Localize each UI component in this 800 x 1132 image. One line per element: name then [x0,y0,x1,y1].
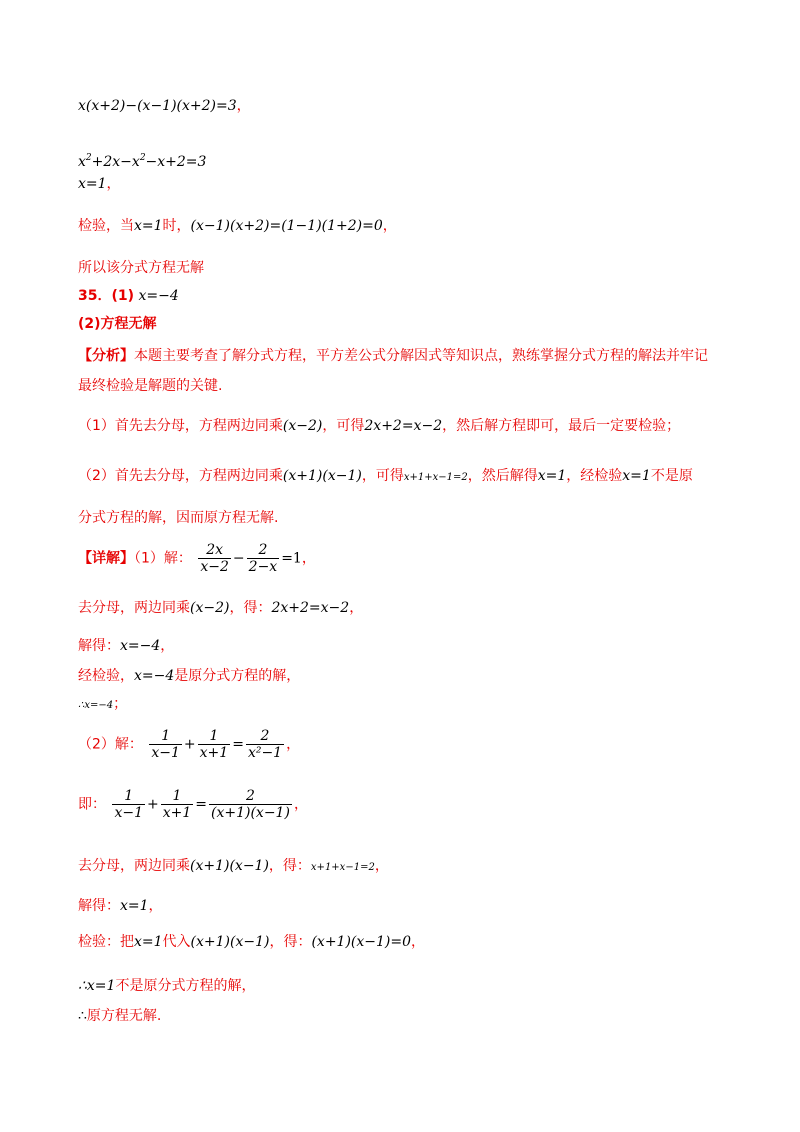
math-expression: x=−4 [138,288,179,304]
math-expression: x+1+x−1=2 [310,862,375,873]
punctuation: ， [349,600,364,616]
numerator: 1 [161,788,194,805]
text: ，得： [268,858,311,874]
math-expression: (x+1)(x−1) [190,858,269,874]
detail-line-2 [78,598,363,618]
detail-part-2-line-2 [78,788,308,821]
math-expression: 2x+2=x−2 [271,600,350,616]
text: 解得： [78,898,120,914]
math-expression: 2x+2=x−2 [364,418,443,434]
text: 去分母，两边同乘 [78,600,190,616]
math-expression: ∴x=1 [78,978,116,994]
text: （2）解： [78,736,143,753]
fraction [161,788,194,821]
math-expression: x(x+2)−(x−1)(x+2)=3 [78,98,237,114]
math-expression: (x−1)(x+2)=(1−1)(1+2)=0 [190,218,383,234]
math-term: x [78,154,86,170]
text: 解得： [78,638,120,654]
text: 代入 [162,934,191,950]
detail-part-2-line-3 [78,856,389,878]
detail-tag: 【详解】 [78,550,134,567]
text: 是原分式方程的解， [174,668,301,684]
punctuation: ， [160,638,175,654]
text: ，然后解得 [467,468,538,484]
operator: = [232,736,244,753]
math-expression: x=1 [537,468,567,484]
punctuation: ， [382,218,397,234]
text: ，得： [229,600,272,616]
math-expression: x=−4 [120,638,161,654]
numerator: 1 [112,788,145,805]
punctuation: ， [293,796,308,813]
detail-line-3 [78,636,174,656]
text: 不是原分式方程的解， [115,978,256,994]
text: （2）首先去分母，方程两边同乘 [78,468,283,484]
math-expression: x=1 [120,898,149,914]
equation-line-2 [78,148,206,172]
punctuation: ， [374,858,389,874]
math-expression: (x+1)(x−1) [282,468,362,484]
exponent: 2 [139,153,146,163]
fraction [198,728,231,761]
conclusion-line [78,258,204,278]
text: ，得： [269,934,312,950]
equation-line-1 [78,96,251,116]
text: ，然后解方程即可，最后一定要检验； [442,418,681,434]
text: 检验：把 [78,934,134,950]
operator: = [195,796,208,813]
text: 检验，当 [78,218,134,234]
fraction [198,542,231,575]
numerator: 1 [198,728,231,745]
detail-part-2-line-5 [78,932,425,952]
text: ，可得 [322,418,365,434]
denominator: 2−x [248,559,278,575]
punctuation: ， [106,176,121,192]
therefore-symbol: ∴ [78,1008,87,1024]
equation-line-3 [78,174,121,194]
text: 时， [162,218,191,234]
text: （1）解： [134,550,192,567]
denominator: x+1 [162,805,192,821]
denominator: (x+1)(x−1) [211,805,290,821]
text: （1）首先去分母，方程两边同乘 [78,418,283,434]
detail-part-2-line-7 [78,1006,161,1026]
math-term: +2x−x [91,154,140,170]
denominator: x+1 [199,745,229,761]
analysis-step-2 [78,466,693,488]
detail-line-4 [78,666,300,686]
numerator: 2 [247,542,280,559]
analysis-step-2-cont [78,508,278,528]
math-expression: (x+1)(x−1)=0 [311,934,412,950]
fraction [149,728,182,761]
math-expression: x=−4 [134,668,175,684]
text: 即： [78,796,106,813]
denominator: x−1 [114,805,143,821]
text: 经检验， [78,668,134,684]
exponent: 2 [85,153,92,163]
math-term: −x+2=3 [145,154,207,170]
text: (2)方程无解 [78,316,157,332]
detail-part-2-line-1 [78,728,300,761]
fraction [247,542,280,575]
operator: − [232,550,245,567]
math-expression: (x−2) [282,418,323,434]
math-expression: x=1 [134,218,163,234]
math-expression: (x−2) [190,600,230,616]
math-expression: ∴x=−4 [78,700,114,711]
denominator: x−1 [151,745,180,761]
denominator: x²−1 [247,745,283,761]
text: 不是原 [650,468,693,484]
numerator: 2 [209,788,292,805]
detail-line-1 [78,542,316,575]
analysis-line-1 [78,346,708,366]
math-expression: =1 [281,550,302,567]
numerator: 2 [246,728,284,745]
text: 所以该分式方程无解 [78,260,204,276]
punctuation: ， [286,736,301,753]
fraction [112,788,145,821]
analysis-step-1 [78,416,680,436]
operator: + [147,796,159,813]
analysis-line-2 [78,376,222,396]
text: 分式方程的解，因而原方程无解. [78,510,279,526]
detail-part-2-line-4 [78,896,163,916]
punctuation: ； [113,696,128,712]
question-35-line [78,286,179,306]
fraction [209,788,292,821]
part-label: (1) [111,288,135,304]
text: ，经检验 [566,468,623,484]
detail-line-5 [78,694,127,716]
text: 去分母，两边同乘 [78,858,190,874]
detail-part-2-line-6 [78,976,255,996]
math-expression: (x+1)(x−1) [190,934,270,950]
text: 原方程无解. [86,1008,162,1024]
operator: + [183,736,196,753]
math-expression: x+1+x−1=2 [403,472,468,483]
math-expression: x=1 [78,176,107,192]
denominator: x−2 [200,559,229,575]
math-expression: x=1 [622,468,651,484]
punctuation: ， [236,98,251,114]
numerator: 2x [198,542,231,559]
question-35-part-2 [78,314,157,334]
math-expression: x=1 [134,934,163,950]
punctuation: ， [148,898,163,914]
punctuation: ， [411,934,426,950]
question-number: 35． [78,288,112,304]
text: 本题主要考查了解分式方程，平方差公式分解因式等知识点，熟练掌握分式方程的解法并牢记 [134,348,708,364]
text: ，可得 [361,468,404,484]
analysis-tag: 【分析】 [78,348,134,364]
check-line [78,216,397,236]
punctuation: ， [301,550,316,567]
numerator: 1 [149,728,182,745]
fraction [246,728,284,761]
text: 最终检验是解题的关键. [78,378,223,394]
